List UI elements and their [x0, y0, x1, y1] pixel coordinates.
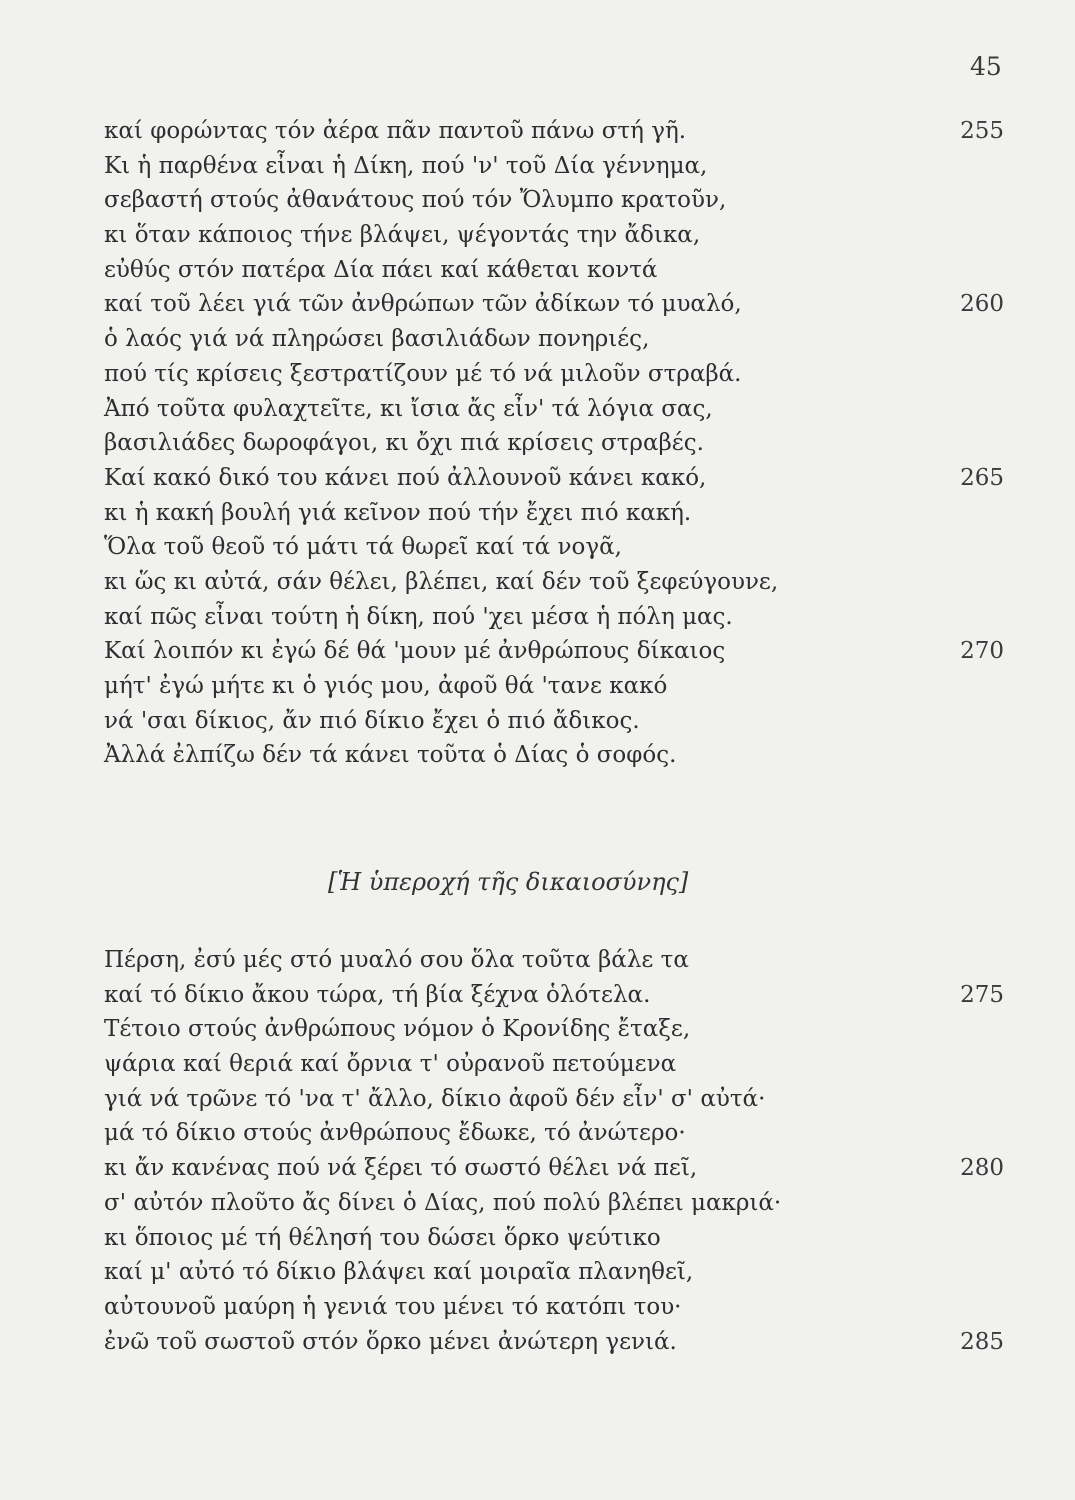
verse-line: [104, 114, 1004, 149]
verse-line: [104, 565, 1004, 600]
verse-text: ψάρια καί θεριά καί ὄρνια τ' οὐρανοῦ πετούμενα: [104, 1051, 677, 1078]
verse-text: Τέτοιο στούς ἀνθρώπους νόμον ὁ Κρονίδης ἔταξε,: [104, 1016, 691, 1043]
verse-line: [104, 600, 1004, 635]
line-number: 270: [960, 638, 1004, 665]
verse-line: [104, 1151, 1004, 1186]
verse-line: [104, 357, 1004, 392]
verse-text: καί πῶς εἶναι τούτη ἡ δίκη, πού 'χει μέσα ἡ πόλη μας.: [104, 603, 733, 630]
verse-line: [104, 461, 1004, 496]
verse-text: πού τίς κρίσεις ξεστρατίζουν μέ τό νά μιλοῦν στραβά.: [104, 360, 742, 387]
verse-text: βασιλιάδες δωροφάγοι, κι ὄχι πιά κρίσεις στραβές.: [104, 430, 704, 457]
verse-text: Καί λοιπόν κι ἐγώ δέ θά 'μουν μέ ἀνθρώπους δίκαιος: [104, 638, 726, 665]
page-number: 45: [970, 52, 1002, 81]
verse-line: [104, 218, 1004, 253]
verse-line: [104, 322, 1004, 357]
verse-text: ἐνῶ τοῦ σωστοῦ στόν ὅρκο μένει ἀνώτερη γενιά.: [104, 1328, 677, 1355]
verse-line: [104, 1116, 1004, 1151]
verse-line: [104, 1012, 1004, 1047]
verse-line: [104, 1047, 1004, 1082]
verse-line: [104, 978, 1004, 1013]
verse-stanza-1: [104, 114, 1004, 773]
verse-text: καί μ' αὐτό τό δίκιο βλάψει καί μοιραῖα πλανηθεῖ,: [104, 1259, 694, 1286]
verse-text: Ὅλα τοῦ θεοῦ τό μάτι τά θωρεῖ καί τά νογᾶ,: [104, 534, 622, 561]
verse-line: [104, 530, 1004, 565]
verse-stanza-2: [104, 943, 1004, 1359]
verse-line: [104, 669, 1004, 704]
verse-line: [104, 392, 1004, 427]
verse-text: κι ὥς κι αὐτά, σάν θέλει, βλέπει, καί δέν τοῦ ξεφεύγουνε,: [104, 568, 779, 595]
verse-text: Ἀλλά ἐλπίζω δέν τά κάνει τοῦτα ὁ Δίας ὁ σοφός.: [104, 742, 677, 769]
verse-text: Καί κακό δικό του κάνει πού ἀλλουνοῦ κάνει κακό,: [104, 464, 707, 491]
verse-line: [104, 704, 1004, 739]
verse-line: [104, 287, 1004, 322]
line-number: 275: [960, 981, 1004, 1008]
verse-text: ὁ λαός γιά νά πληρώσει βασιλιάδων πονηριές,: [104, 326, 650, 353]
line-number: 260: [960, 291, 1004, 318]
verse-text: κι ἄν κανένας πού νά ξέρει τό σωστό θέλει νά πεῖ,: [104, 1155, 698, 1182]
verse-text: αὐτουνοῦ μαύρη ἡ γενιά του μένει τό κατόπι του·: [104, 1293, 682, 1320]
verse-line: [104, 738, 1004, 773]
verse-text: σεβαστή στούς ἀθανάτους πού τόν Ὄλυμπο κρατοῦν,: [104, 187, 727, 214]
verse-text: καί τό δίκιο ἄκου τώρα, τή βία ξέχνα ὁλότελα.: [104, 981, 651, 1008]
line-number: 255: [960, 118, 1004, 144]
verse-text: μήτ' ἐγώ μήτε κι ὁ γιός μου, ἀφοῦ θά 'τανε κακό: [104, 673, 668, 699]
line-number: 265: [960, 464, 1004, 491]
line-number: 280: [960, 1155, 1004, 1182]
verse-line: [104, 1082, 1004, 1117]
verse-text: κι ἡ κακή βουλή γιά κεῖνον πού τήν ἔχει πιό κακή.: [104, 499, 692, 526]
verse-line: [104, 496, 1004, 531]
verse-line: [104, 183, 1004, 218]
verse-line: [104, 1325, 1004, 1360]
line-number: 285: [960, 1328, 1004, 1355]
verse-text: σ' αὐτόν πλοῦτο ἄς δίνει ὁ Δίας, πού πολύ βλέπει μακριά·: [104, 1189, 782, 1216]
verse-line: [104, 1221, 1004, 1256]
verse-text: μά τό δίκιο στούς ἀνθρώπους ἔδωκε, τό ἀνώτερο·: [104, 1120, 686, 1147]
verse-line: [104, 1255, 1004, 1290]
verse-text: Πέρση, ἐσύ μές στό μυαλό σου ὅλα τοῦτα βάλε τα: [104, 947, 689, 973]
verse-text: Κι ἡ παρθένα εἶναι ἡ Δίκη, πού 'ν' τοῦ Δία γέννημα,: [104, 152, 708, 179]
verse-text: κι ὅταν κάποιος τήνε βλάψει, ψέγοντάς την ἄδικα,: [104, 222, 701, 249]
verse-text: νά 'σαι δίκιος, ἄν πιό δίκιο ἔχει ὁ πιό ἄδικος.: [104, 707, 640, 734]
verse-line: [104, 634, 1004, 669]
verse-text: Ἀπό τοῦτα φυλαχτεῖτε, κι ἴσια ἄς εἶν' τά λόγια σας,: [104, 395, 713, 422]
verse-line: [104, 943, 1004, 978]
verse-line: [104, 426, 1004, 461]
verse-line: [104, 253, 1004, 288]
section-title: [Ἡ ὑπεροχή τῆς δικαιοσύνης]: [328, 868, 689, 896]
verse-text: κι ὅποιος μέ τή θέλησή του δώσει ὅρκο ψεύτικο: [104, 1224, 661, 1251]
verse-text: καί τοῦ λέει γιά τῶν ἀνθρώπων τῶν ἀδίκων τό μυαλό,: [104, 291, 742, 318]
verse-line: [104, 1186, 1004, 1221]
verse-line: [104, 1290, 1004, 1325]
verse-line: [104, 149, 1004, 184]
verse-text: εὐθύς στόν πατέρα Δία πάει καί κάθεται κοντά: [104, 256, 658, 283]
verse-text: καί φορώντας τόν ἀέρα πᾶν παντοῦ πάνω στή γῆ.: [104, 118, 687, 144]
verse-text: γιά νά τρῶνε τό 'να τ' ἄλλο, δίκιο ἀφοῦ δέν εἶν' σ' αὐτά·: [104, 1085, 766, 1112]
